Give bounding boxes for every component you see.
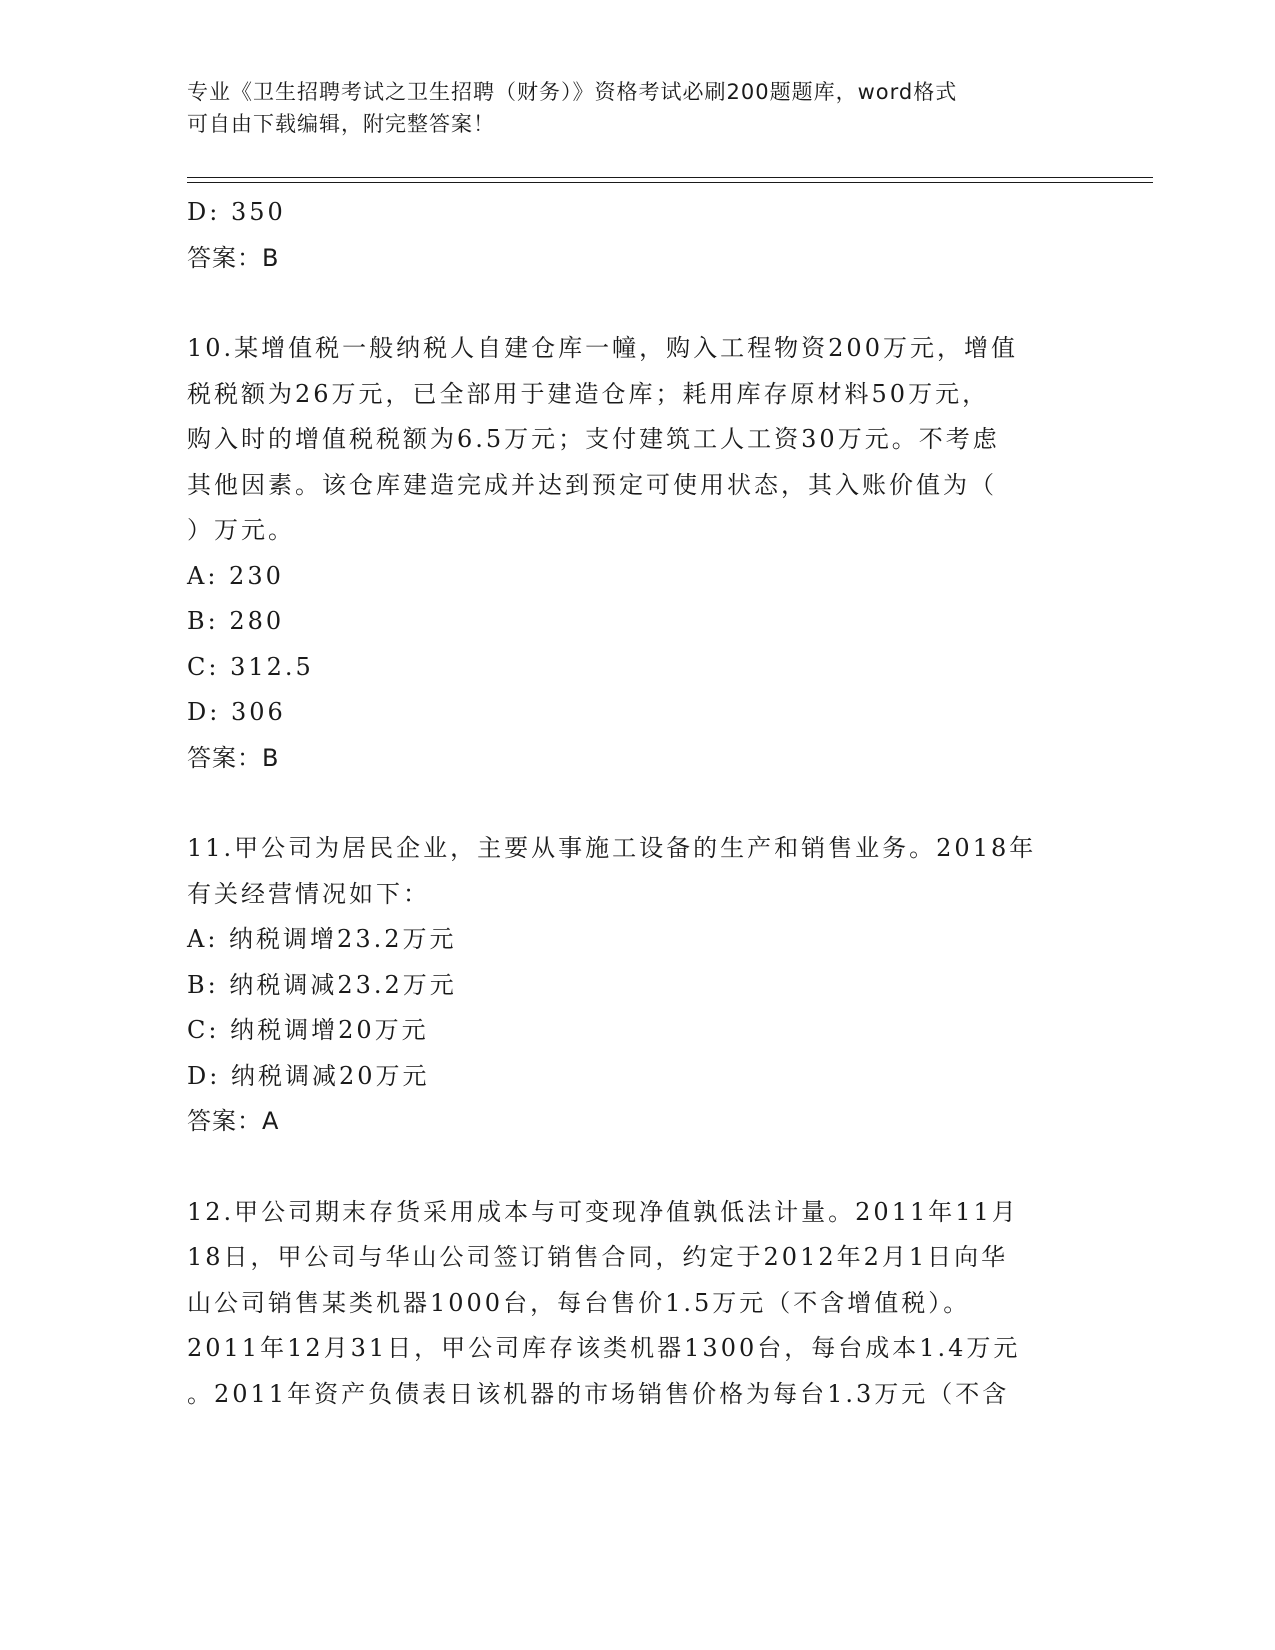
question-text-line: 有关经营情况如下：	[187, 879, 430, 908]
spacer	[187, 281, 1087, 326]
question-text-line: ）万元。	[187, 516, 295, 544]
option-b: B: 280	[187, 607, 285, 635]
option-d: D: 350	[187, 198, 286, 226]
spacer	[187, 781, 1087, 826]
header-divider-bottom	[187, 182, 1153, 183]
question-12	[187, 1190, 1087, 1418]
option-c: C: 纳税调增20万元	[187, 1016, 429, 1044]
option-b: B: 纳税调减23.2万元	[187, 970, 457, 999]
option-d: D: 纳税调减20万元	[187, 1061, 430, 1090]
question-text-line: 。2011年资产负债表日该机器的市场销售价格为每台1.3万元（不含	[187, 1379, 1010, 1408]
header-divider-top	[187, 177, 1153, 178]
header-title-line-1: 专业《卫生招聘考试之卫生招聘（财务）》资格考试必刷200题题库，word格式	[187, 80, 958, 104]
option-c: C: 312.5	[187, 652, 314, 681]
answer-line: 答案：A	[187, 1107, 280, 1135]
question-text-line: 购入时的增值税税额为6.5万元；支付建筑工人工资30万元。不考虑	[187, 425, 1000, 453]
answer-line: 答案：B	[187, 743, 280, 772]
question-text-line: 税税额为26万元，已全部用于建造仓库；耗用库存原材料50万元，	[187, 379, 990, 408]
question-11	[187, 826, 1087, 1145]
spacer	[187, 1145, 1087, 1190]
document-body	[187, 190, 1087, 1417]
question-text-line: 11.甲公司为居民企业，主要从事施工设备的生产和销售业务。2018年	[187, 834, 1037, 862]
question-text-line: 10.某增值税一般纳税人自建仓库一幢，购入工程物资200万元，增值	[187, 334, 1018, 362]
question-text-line: 山公司销售某类机器1000台，每台售价1.5万元（不含增值税）。	[187, 1288, 971, 1317]
question-text-line: 2011年12月31日，甲公司库存该类机器1300台，每台成本1.4万元	[187, 1334, 1021, 1362]
question-text-line: 其他因素。该仓库建造完成并达到预定可使用状态，其入账价值为（	[187, 470, 997, 499]
option-a: A: 230	[187, 561, 284, 590]
header-title-line-2: 可自由下载编辑，附完整答案！	[187, 112, 495, 136]
option-a: A: 纳税调增23.2万元	[187, 925, 457, 953]
option-d: D: 306	[187, 698, 286, 726]
question-10	[187, 326, 1087, 781]
page-header	[187, 76, 1087, 140]
question-text-line: 18日，甲公司与华山公司签订销售合同，约定于2012年2月1日向华	[187, 1243, 1009, 1271]
question-text-line: 12.甲公司期末存货采用成本与可变现净值孰低法计量。2011年11月	[187, 1197, 1019, 1226]
answer-line: 答案：B	[187, 243, 280, 272]
question-9-tail	[187, 190, 1087, 281]
